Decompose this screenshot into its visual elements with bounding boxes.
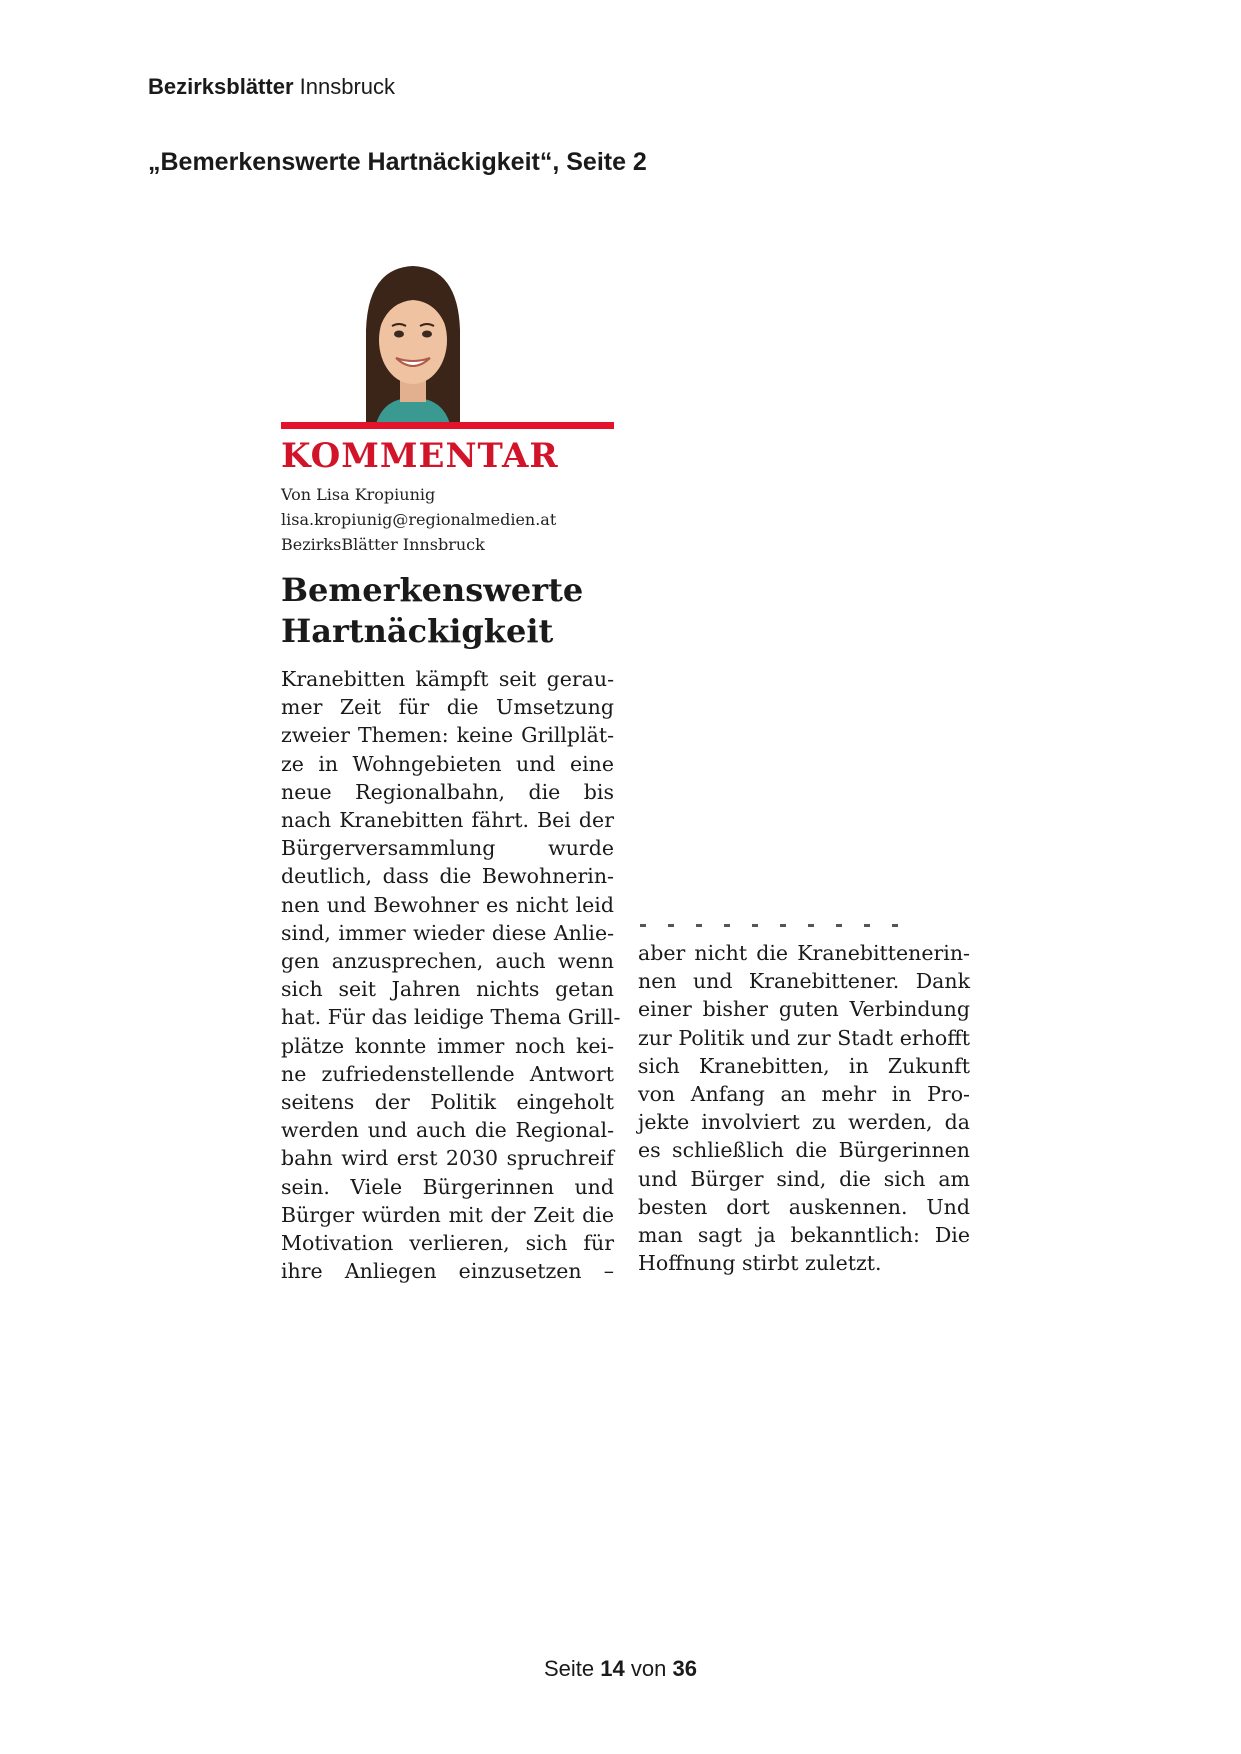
text-line: seitens der Politik eingeholt (281, 1090, 614, 1115)
text-line: sich Kranebitten, in Zukunft (638, 1053, 970, 1078)
headline-line: Hartnäckigkeit (281, 612, 554, 650)
text-line: nen und Bewohner es nicht leid (281, 892, 614, 917)
text-line: mer Zeit für die Umsetzung (281, 695, 614, 720)
total-pages: 36 (672, 1656, 697, 1681)
text-line: sein. Viele Bürgerinnen und (281, 1174, 614, 1199)
text-line: Hoffnung stirbt zuletzt. (638, 1251, 882, 1276)
publication-name-bold: Bezirksblätter (148, 74, 294, 99)
text-line: aber nicht die Kranebittenerin- (638, 941, 970, 965)
byline-author: Von Lisa Kropiunig (281, 485, 436, 504)
text-line: es schließlich die Bürgerinnen (638, 1138, 970, 1163)
text-line: zweier Themen: keine Grillplät- (281, 723, 614, 748)
text-line: ne zufriedenstellende Antwort (281, 1061, 614, 1086)
byline-outlet: BezirksBlätter Innsbruck (281, 535, 485, 554)
text-line: und Bürger sind, die sich am (638, 1166, 970, 1191)
footer-prefix: Seite (544, 1656, 595, 1681)
text-line: Bürger würden mit der Zeit die (281, 1202, 614, 1227)
text-line: nach Kranebitten fährt. Bei der (281, 808, 614, 833)
text-line: Motivation verlieren, sich für (281, 1231, 614, 1256)
text-line: werden und auch die Regional- (281, 1118, 614, 1143)
document-title: „Bemerkenswerte Hartnäckigkeit“, Seite 2 (148, 148, 647, 176)
text-line: von Anfang an mehr in Pro- (638, 1082, 970, 1107)
current-page: 14 (600, 1656, 625, 1681)
text-line: sind, immer wieder diese Anlie- (281, 920, 614, 945)
clipped-line-remnant (640, 924, 940, 932)
text-line: ihre Anliegen einzusetzen – (281, 1259, 614, 1284)
text-line: besten dort auskennen. Und (638, 1194, 970, 1219)
publication-name-city: Innsbruck (299, 74, 396, 99)
text-line: bahn wird erst 2030 spruchreif (281, 1146, 614, 1171)
text-line: ze in Wohngebieten und eine (281, 751, 614, 776)
text-line: deutlich, dass die Bewohnerin- (281, 864, 614, 889)
article-column-1 (281, 665, 621, 1285)
text-line: zur Politik und zur Stadt erhofft (638, 1025, 970, 1050)
text-line: Bürgerversammlung wurde (281, 836, 614, 861)
footer-middle: von (630, 1656, 667, 1681)
byline (281, 482, 556, 557)
kicker-label: KOMMENTAR (281, 436, 559, 476)
byline-email: lisa.kropiunig@regionalmedien.at (281, 510, 557, 529)
text-line: plätze konnte immer noch kei- (281, 1033, 614, 1058)
text-line: neue Regionalbahn, die bis (281, 779, 614, 804)
article-column-2 (638, 939, 970, 1277)
text-line: jekte involviert zu werden, da (638, 1110, 970, 1135)
text-line: gen anzusprechen, auch wenn (281, 949, 614, 974)
publication-name (148, 74, 395, 100)
headline-line: Bemerkenswerte (281, 571, 584, 609)
kicker-rule (281, 422, 614, 429)
text-line: Kranebitten kämpft seit gerau- (281, 667, 614, 691)
text-line: sich seit Jahren nichts getan (281, 977, 614, 1002)
text-line: hat. Für das leidige Thema Grill- (281, 1005, 621, 1030)
portrait-icon (348, 260, 478, 424)
text-line: einer bisher guten Verbindung (638, 997, 970, 1022)
page-footer (0, 1656, 1241, 1682)
text-line: nen und Kranebittener. Dank (638, 969, 970, 994)
article-headline (281, 570, 583, 652)
author-portrait (348, 260, 478, 424)
text-line: man sagt ja bekanntlich: Die (638, 1223, 970, 1248)
